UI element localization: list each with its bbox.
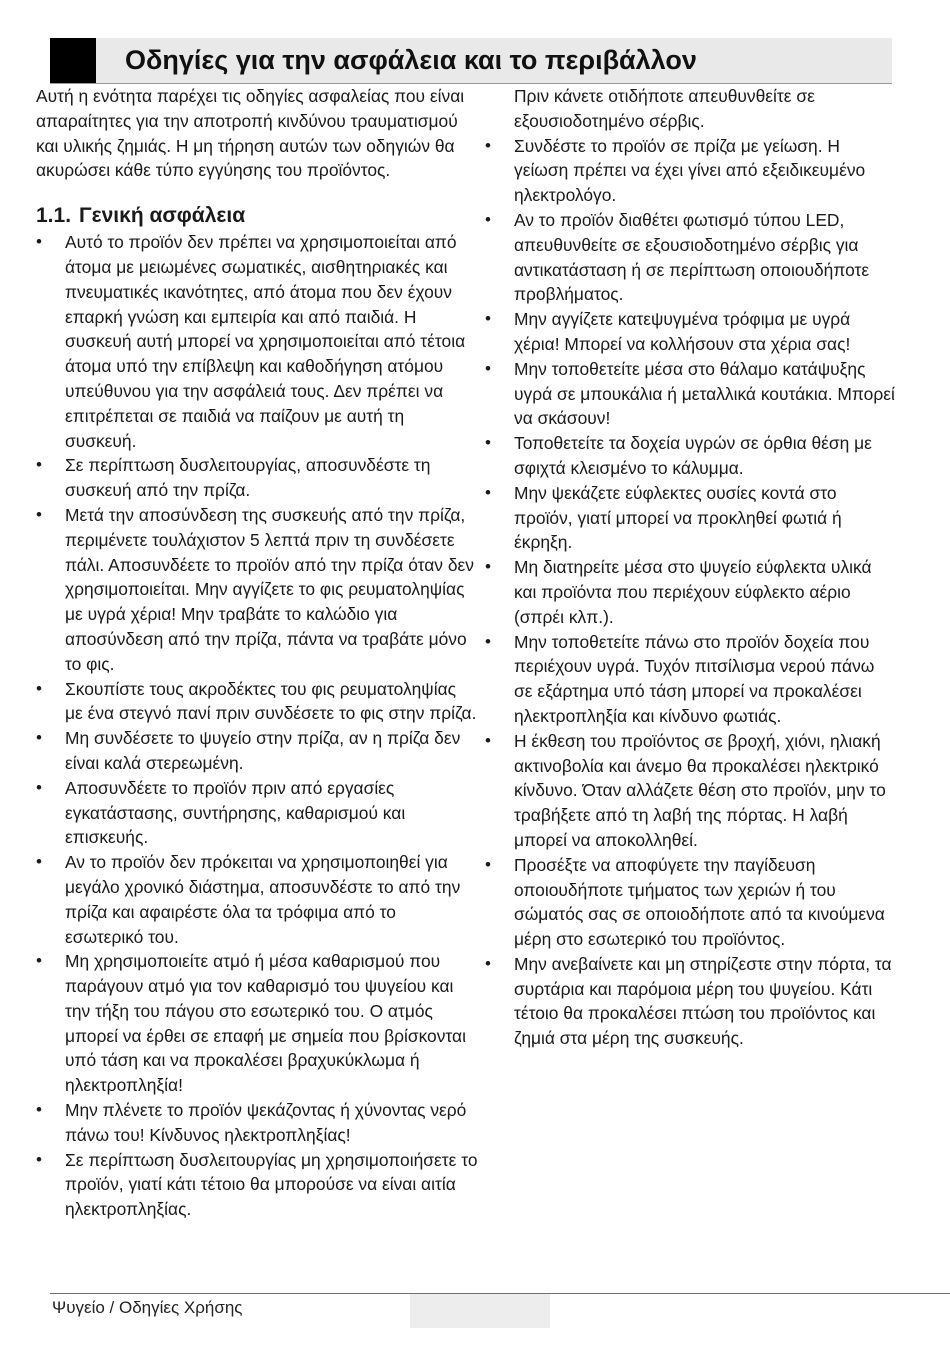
bullet-icon: • xyxy=(36,951,42,971)
list-item-text: Η έκθεση του προϊόντος σε βροχή, χιόνι, ηλιακή ακτινοβολία και άνεμο θα προκαλέσει ηλεκτρικό κίνδυνο. Όταν αλλάζετε θέση στο προϊόν, μην το τραβήξετε από τη λαβή της πόρτας. Η λαβή μπορεί να αποκολληθεί. xyxy=(514,730,886,850)
section-title: Γενική ασφάλεια xyxy=(79,204,246,228)
intro-paragraph: Αυτή η ενότητα παρέχει τις οδηγίες ασφαλείας που είναι απαραίτητες για την αποτροπή κινδύνου τραυματισμού και υλικής ζημιάς. Η μη τήρηση αυτών των οδηγιών θα ακυρώσει κάθε τύπο εγγύησης του προϊόντος. xyxy=(36,86,465,181)
section-heading xyxy=(36,202,478,230)
list-item-text: Μη χρησιμοποιείτε ατμό ή μέσα καθαρισμού που παράγουν ατμό για τον καθαρισμό του ψυγείου και την τήξη του πάγου στο εσωτερικό του. Ο ατμός μπορεί να έρθει σε επαφή με σημεία που βρίσκονται υπό τάση και να προκαλέσει βραχυκύκλωμα ή ηλεκτροπληξία! xyxy=(65,951,466,1096)
bullet-icon: • xyxy=(485,631,491,651)
list-item-text: Αν το προϊόν διαθέτει φωτισμό τύπου LED, απευθυνθείτε σε εξουσιοδοτημένο σέρβις για αντικατάσταση ή σε περίπτωση οποιουδήποτε προβλήματος. xyxy=(514,209,870,305)
right-bullet-list xyxy=(485,134,897,1051)
list-item-text: Σε περίπτωση δυσλειτουργίας, αποσυνδέστε τη συσκευή από την πρίζα. xyxy=(65,455,431,501)
bullet-icon: • xyxy=(36,1100,42,1120)
list-item-text: Μην ψεκάζετε εύφλεκτες ουσίες κοντά στο προϊόν, γιατί μπορεί να προκληθεί φωτιά ή έκρηξη. xyxy=(514,482,842,553)
list-item-text: Σε περίπτωση δυσλειτουργίας μη χρησιμοποιήσετε το προϊόν, γιατί κάτι τέτοιο θα μπορούσε να είναι αιτία ηλεκτροπληξίας. xyxy=(65,1149,478,1220)
list-item xyxy=(36,677,478,727)
list-item xyxy=(36,453,478,503)
list-item-text: Αν το προϊόν δεν πρόκειται να χρησιμοποιηθεί για μεγάλο χρονικό διάστημα, αποσυνδέστε το από την πρίζα και αφαιρέστε όλα τα τρόφιμα από το εσωτερικό του. xyxy=(65,852,461,947)
bullet-icon: • xyxy=(485,557,491,577)
list-item xyxy=(485,555,897,629)
list-item xyxy=(485,208,897,307)
list-item-text: Μην πλένετε το προϊόν ψεκάζοντας ή χύνοντας νερό πάνω του! Κίνδυνος ηλεκτροπληξίας! xyxy=(65,1100,467,1145)
list-item xyxy=(36,850,478,949)
bullet-icon: • xyxy=(36,232,42,252)
list-item xyxy=(36,726,478,776)
list-item-text: Τοποθετείτε τα δοχεία υγρών σε όρθια θέση με σφιχτά κλεισμένο το κάλυμμα. xyxy=(514,433,872,478)
header-marker xyxy=(50,38,96,83)
list-item xyxy=(485,853,897,952)
bullet-icon: • xyxy=(485,358,491,378)
bullet-icon: • xyxy=(485,135,491,155)
bullet-icon: • xyxy=(485,209,491,229)
list-item xyxy=(485,729,897,853)
list-item xyxy=(36,776,478,850)
bullet-icon: • xyxy=(485,953,491,973)
list-item-text: Μη διατηρείτε μέσα στο ψυγείο εύφλεκτα υλικά και προϊόντα που περιέχουν εύφλεκτο αέριο (σπρέι κλπ.). xyxy=(514,557,872,627)
list-item-text: Μη συνδέσετε το ψυγείο στην πρίζα, αν η πρίζα δεν είναι καλά στερεωμένη. xyxy=(65,728,461,773)
bullet-icon: • xyxy=(36,678,42,698)
bullet-icon: • xyxy=(485,433,491,453)
bullet-icon: • xyxy=(36,728,42,748)
bullet-icon: • xyxy=(36,777,42,797)
list-item-text: Συνδέστε το προϊόν σε πρίζα με γείωση. Η γείωση πρέπει να έχει γίνει από εξειδικευμένο ηλεκτρολόγο. xyxy=(514,135,866,206)
list-item-text: Μην τοποθετείτε πάνω στο προϊόν δοχεία που περιέχουν υγρά. Τυχόν πιτσίλισμα νερού πάνω σε εξάρτημα υπό τάση μπορεί να προκαλέσει ηλεκτροπληξία και κίνδυνο φωτιάς. xyxy=(514,631,875,726)
list-item xyxy=(485,431,897,481)
list-item xyxy=(36,503,478,677)
page-title: Οδηγίες για την ασφάλεια και το περιβάλλον xyxy=(125,45,697,75)
list-item xyxy=(36,1148,478,1222)
section-number: 1.1. xyxy=(36,204,72,228)
page-number-box xyxy=(410,1294,550,1328)
footer-text: Ψυγείο / Οδηγίες Χρήσης xyxy=(52,1298,243,1317)
list-item-text: Μην τοποθετείτε μέσα στο θάλαμο κατάψυξης υγρά σε μπουκάλια ή μεταλλικά κουτάκια. Μπορεί να σκάσουν! xyxy=(514,358,895,429)
section-header xyxy=(50,38,892,84)
list-item xyxy=(485,134,897,208)
right-column xyxy=(485,84,897,1051)
list-item xyxy=(36,949,478,1098)
list-item-text: Μην ανεβαίνετε και μη στηρίζεστε στην πόρτα, τα συρτάρια και παρόμοια μέρη του ψυγείου. Κάτι τέτοιο θα προκαλέσει πτώση του προϊόντος και ζημιά στα μέρη της συσκευής. xyxy=(514,953,892,1049)
list-item-text: Μετά την αποσύνδεση της συσκευής από την πρίζα, περιμένετε τουλάχιστον 5 λεπτά πριν τη συνδέσετε πάλι. Αποσυνδέετε το προϊόν από την πρίζα όταν δεν χρησιμοποιείται. Μην αγγίζετε το φις ρευματοληψίας με υγρά χέρια! Μην τραβάτε το καλώδιο για αποσύνδεση από την πρίζα, πάντα να τραβάτε μόνο το φις. xyxy=(65,504,474,674)
bullet-icon: • xyxy=(485,730,491,750)
list-item xyxy=(36,1098,478,1148)
list-item-text: Προσέξτε να αποφύγετε την παγίδευση οποιουδήποτε τμήματος των χεριών ή του σώματός σας σε οποιοδήποτε από τα κινούμενα μέρη στο εσωτερικό του προϊόντος. xyxy=(514,854,885,950)
bullet-icon: • xyxy=(36,852,42,872)
bullet-icon: • xyxy=(36,504,42,524)
list-item xyxy=(485,630,897,729)
bullet-icon: • xyxy=(485,309,491,329)
left-column xyxy=(36,84,478,1222)
list-item-text: Σκουπίστε τους ακροδέκτες του φις ρευματοληψίας με ένα στεγνό πανί πριν συνδέσετε το φις στην πρίζα. xyxy=(65,678,477,724)
list-item xyxy=(485,357,897,431)
list-item-text: Αυτό το προϊόν δεν πρέπει να χρησιμοποιείται από άτομα με μειωμένες σωματικές, αισθητηριακές και πνευματικές ικανότητες, από άτομα που δεν έχουν επαρκή γνώση και εμπειρία και από παιδιά. Η συσκευή αυτή μπορεί να χρησιμοποιείται από τέτοια άτομα υπό την επίβλεψη και καθοδήγηση ατόμου υπεύθυνου για την ασφάλειά τους. Δεν πρέπει να επιτρέπεται σε παιδιά να παίζουν με αυτή τη συσκευή. xyxy=(65,232,466,451)
bullet-icon: • xyxy=(36,455,42,475)
continued-text: Πριν κάνετε οτιδήποτε απευθυνθείτε σε εξουσιοδοτημένο σέρβις. xyxy=(514,86,815,131)
bullet-icon: • xyxy=(36,1149,42,1169)
list-item xyxy=(485,481,897,555)
list-item xyxy=(36,230,478,453)
list-item-text: Αποσυνδέετε το προϊόν πριν από εργασίες εγκατάστασης, συντήρησης, καθαρισμού και επισκευής. xyxy=(65,777,406,848)
left-bullet-list xyxy=(36,230,478,1222)
list-item xyxy=(485,952,897,1051)
bullet-icon: • xyxy=(485,854,491,874)
bullet-icon: • xyxy=(485,482,491,502)
list-item xyxy=(485,307,897,357)
list-item-text: Μην αγγίζετε κατεψυγμένα τρόφιμα με υγρά χέρια! Μπορεί να κολλήσουν στα χέρια σας! xyxy=(514,309,851,354)
